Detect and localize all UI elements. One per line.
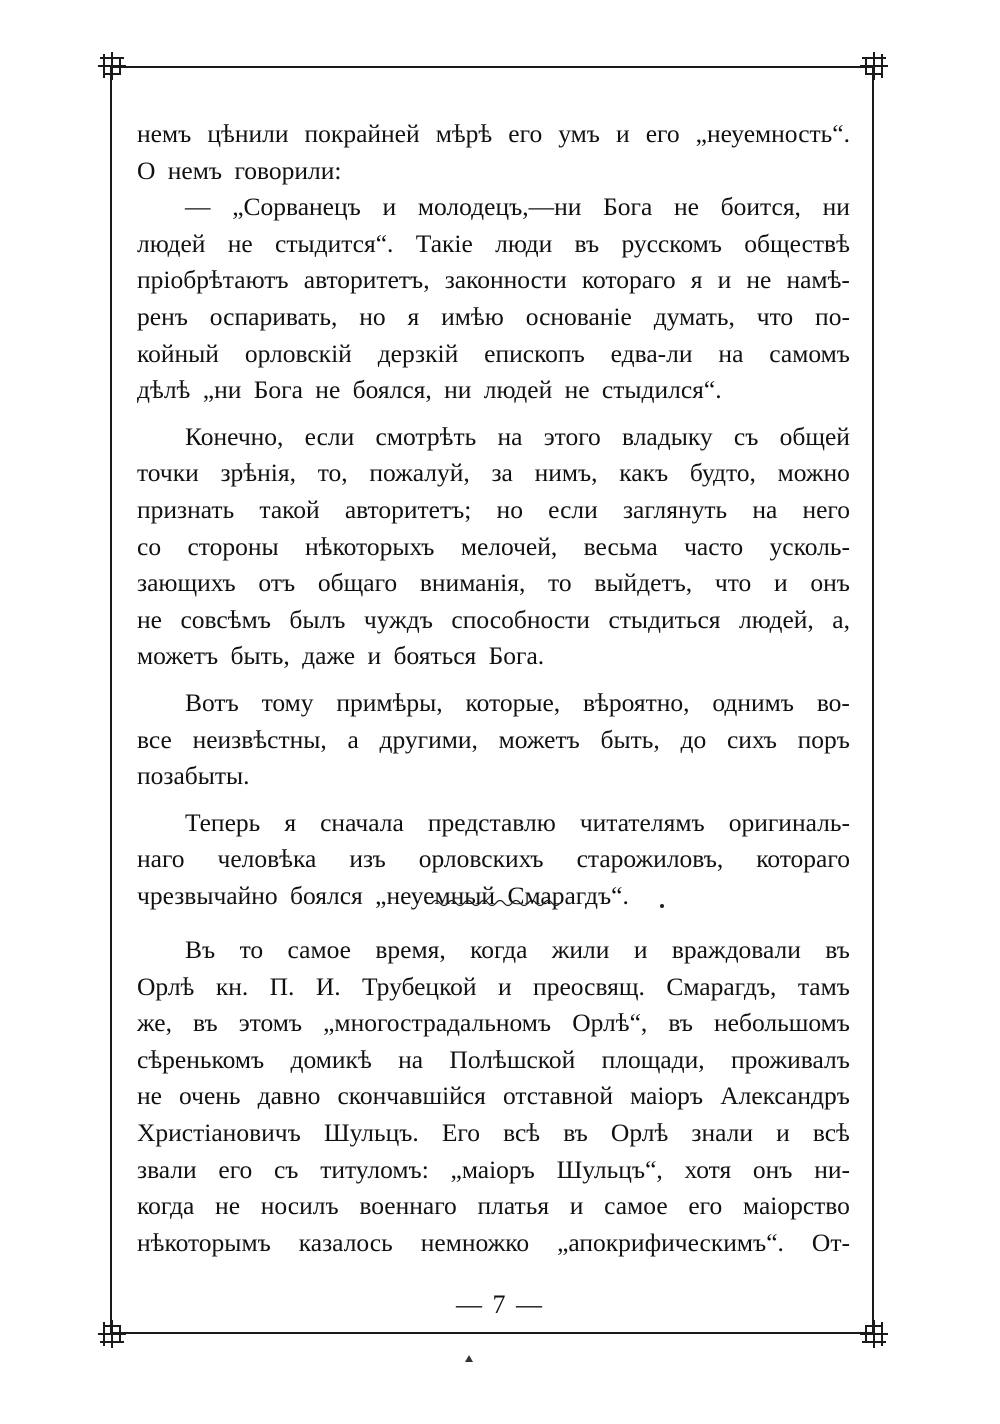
- text-line: сѣренькомъ домикѣ на Полѣшской площади, проживалъ: [137, 1044, 850, 1074]
- text-line: О немъ говорили:: [137, 155, 342, 185]
- text-line: Въ то самое время, когда жили и враждовали въ: [185, 935, 850, 964]
- corner-ornament-icon: [96, 50, 128, 82]
- text-line: Конечно, если смотрѣть на этого владыку съ общей: [185, 421, 850, 451]
- frame-right-border: [872, 66, 874, 1334]
- corner-ornament-icon: [858, 50, 890, 82]
- text-line: все неизвѣстны, а другими, можетъ быть, до сихъ поръ: [137, 724, 850, 754]
- text-line: людей не стыдится“. Такіе люди въ русскомъ обществѣ: [137, 228, 850, 258]
- text-line: нѣкоторымъ казалось немножко „апокрифическимъ“. От-: [137, 1227, 850, 1257]
- text-line: признать такой авторитетъ; но если заглянуть на него: [137, 494, 850, 524]
- section-text-block: [137, 932, 850, 1261]
- paragraph: [137, 189, 850, 409]
- text-line: наго человѣка изъ орловскихъ старожиловъ, котораго: [137, 844, 850, 874]
- print-mark-icon: [462, 1354, 476, 1364]
- text-line: дѣлѣ „ни Бога не боялся, ни людей не стыдился“.: [137, 375, 722, 405]
- text-line: койный орловскій дерзкій епископъ едва-ли на самомъ: [137, 338, 850, 368]
- frame-bottom-border: [110, 1332, 874, 1334]
- text-line: Теперь я сначала представлю читателямъ оригиналь-: [185, 807, 850, 837]
- speck: [660, 904, 664, 908]
- frame-left-border: [110, 66, 112, 1334]
- text-line: точки зрѣнія, то, пожалуй, за нимъ, какъ будто, можно: [137, 458, 850, 488]
- frame-top-border: [110, 66, 874, 68]
- text-line: чрезвычайно боялся „неуемный Смарагдъ“.: [137, 880, 629, 910]
- text-line: — „Сорванецъ и молодецъ,—ни Бога не боится, ни: [185, 192, 850, 222]
- text-line: позабыты.: [137, 761, 250, 791]
- text-line: немъ цѣнили покрайней мѣрѣ его умъ и его „неуемность“.: [137, 119, 850, 148]
- text-line: зающихъ отъ общаго вниманія, то выйдетъ, что и онъ: [137, 568, 850, 598]
- text-line: Христіановичъ Шульцъ. Его всѣ въ Орлѣ знали и всѣ: [137, 1117, 850, 1147]
- paragraph: [137, 116, 850, 189]
- main-text-block: [137, 116, 850, 914]
- text-line: звали его съ титуломъ: „маіоръ Шульцъ“, хотя онъ ни-: [137, 1154, 850, 1184]
- corner-ornament-icon: [96, 1318, 128, 1350]
- paragraph: [137, 685, 850, 795]
- text-line: Орлѣ кн. П. И. Трубецкой и преосвящ. Смарагдъ, тамъ: [137, 971, 850, 1001]
- text-line: можетъ быть, даже и бояться Бога.: [137, 641, 545, 671]
- section-divider-ornament: [430, 896, 560, 910]
- text-line: со стороны нѣкоторыхъ мелочей, весьма часто усколь-: [137, 531, 850, 561]
- text-line: когда не носилъ военнаго платья и самое его маіорство: [137, 1191, 850, 1221]
- text-line: пріобрѣтаютъ авторитетъ, законности котораго я и не намѣ-: [137, 265, 850, 295]
- corner-ornament-icon: [858, 1318, 890, 1350]
- text-line: ренъ оспаривать, но я имѣю основаніе думать, что по-: [137, 301, 850, 331]
- text-line: не очень давно скончавшійся отставной маіоръ Александръ: [137, 1081, 850, 1111]
- text-line: не совсѣмъ былъ чуждъ способности стыдиться людей, а,: [137, 604, 850, 634]
- text-line: же, въ этомъ „многострадальномъ Орлѣ“, въ небольшомъ: [137, 1008, 850, 1038]
- paragraph: [137, 419, 850, 675]
- text-line: Вотъ тому примѣры, которые, вѣроятно, однимъ во-: [185, 687, 850, 717]
- page-number: — 7 —: [456, 1290, 544, 1319]
